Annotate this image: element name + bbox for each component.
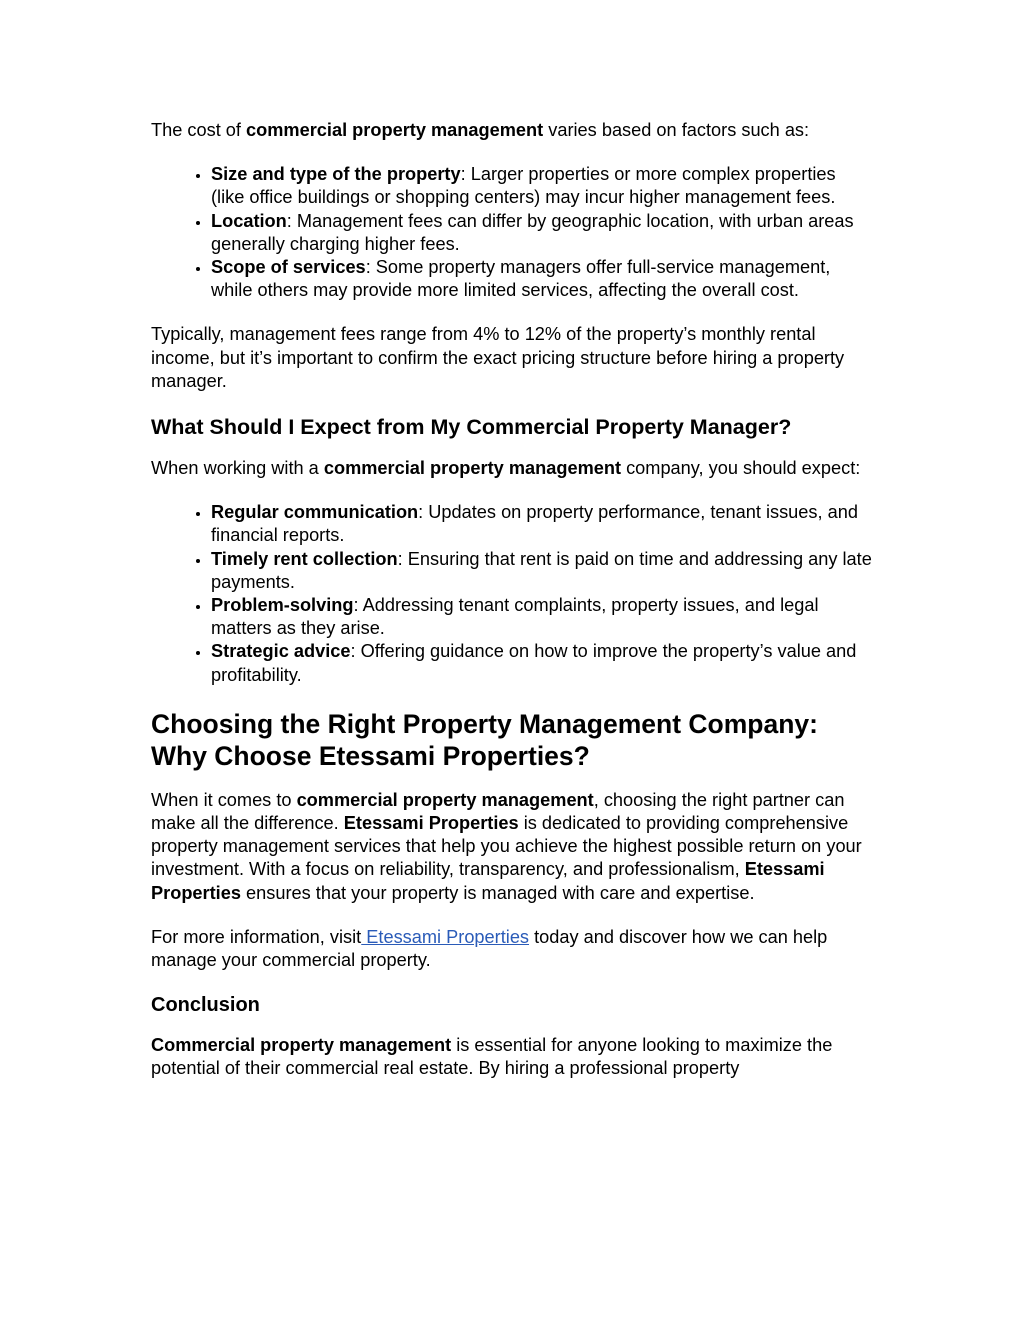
expect-intro-paragraph xyxy=(151,457,873,480)
factor-text: : Management fees can differ by geographic location, with urban areas generally charging higher fees. xyxy=(211,210,854,254)
factor-term: Size and type of the property xyxy=(211,164,461,185)
expectation-text: : Offering guidance on how to improve the property’s value and profitability. xyxy=(211,641,857,685)
expectation-text: : Ensuring that rent is paid on time and addressing any late payments. xyxy=(211,548,872,592)
expectation-item-rent xyxy=(211,548,873,594)
more-info-paragraph xyxy=(151,926,873,972)
expectation-term: Problem-solving xyxy=(211,595,354,616)
choose-text-1: When it comes to xyxy=(151,789,297,810)
company-name-bold: Etessami Properties xyxy=(343,813,519,834)
factor-term: Location xyxy=(211,210,287,231)
expectation-term: Timely rent collection xyxy=(211,548,398,569)
expectation-text: : Addressing tenant complaints, property issues, and legal matters as they arise. xyxy=(211,595,819,639)
factors-list xyxy=(151,163,873,302)
factor-text: : Some property managers offer full-service management, while others may provide more limited services, affecting the overall cost. xyxy=(211,257,831,301)
choose-text-3: is dedicated to providing comprehensive property management services that help you achieve the highest possible return on your investment. With a focus on reliability, transparency, and professionalism, xyxy=(151,813,862,880)
expectation-term: Strategic advice xyxy=(211,641,351,662)
expect-intro-text-1: When working with a xyxy=(151,458,324,479)
choose-bold-term: commercial property management xyxy=(296,789,594,810)
expect-heading: What Should I Expect from My Commercial Property Manager? xyxy=(151,415,792,440)
conclusion-bold-term: Commercial property management xyxy=(151,1035,452,1056)
conclusion-paragraph xyxy=(151,1034,873,1080)
choose-text-4: ensures that your property is managed with care and expertise. xyxy=(240,882,755,903)
factor-item-size xyxy=(211,163,873,209)
intro-paragraph xyxy=(151,119,873,142)
conclusion-text: is essential for anyone looking to maximize the potential of their commercial real estate. By hiring a professional property xyxy=(151,1035,833,1079)
expectation-item-problem-solving xyxy=(211,594,873,640)
choose-text-2: , choosing the right partner can make all the difference. xyxy=(151,789,845,834)
etessami-properties-link[interactable]: Etessami Properties xyxy=(361,926,530,947)
choose-heading: Choosing the Right Property Management Company: Why Choose Etessami Properties? xyxy=(151,708,818,771)
choose-paragraph xyxy=(151,789,873,905)
factor-item-location xyxy=(211,210,873,256)
intro-text-2: varies based on factors such as: xyxy=(543,120,810,140)
expect-intro-text-2: company, you should expect: xyxy=(621,458,861,479)
info-text-2: today and discover how we can help manage your commercial property. xyxy=(151,926,828,971)
typical-fees-paragraph: Typically, management fees range from 4% to 12% of the property’s monthly rental income, but it’s important to confirm the exact pricing structure before hiring a property manager. xyxy=(151,324,845,391)
conclusion-heading: Conclusion xyxy=(151,994,260,1017)
expectation-item-communication xyxy=(211,501,873,547)
expectation-term: Regular communication xyxy=(211,502,419,523)
intro-bold-term: commercial property management xyxy=(246,120,544,140)
info-text-1: For more information, visit xyxy=(151,926,362,947)
factor-term: Scope of services xyxy=(211,257,366,278)
expectation-text: : Updates on property performance, tenant issues, and financial reports. xyxy=(211,502,858,546)
intro-text-1: The cost of xyxy=(151,120,247,140)
expectation-item-strategic-advice xyxy=(211,640,873,686)
expectations-list xyxy=(151,501,873,687)
company-name-bold-2: Etessami Properties xyxy=(151,859,825,903)
document-page xyxy=(151,119,873,1102)
expect-intro-bold-term: commercial property management xyxy=(323,458,622,479)
factor-item-scope xyxy=(211,256,873,302)
factor-text: : Larger properties or more complex properties (like office buildings or shopping centers) may incur higher management fees. xyxy=(211,164,836,208)
